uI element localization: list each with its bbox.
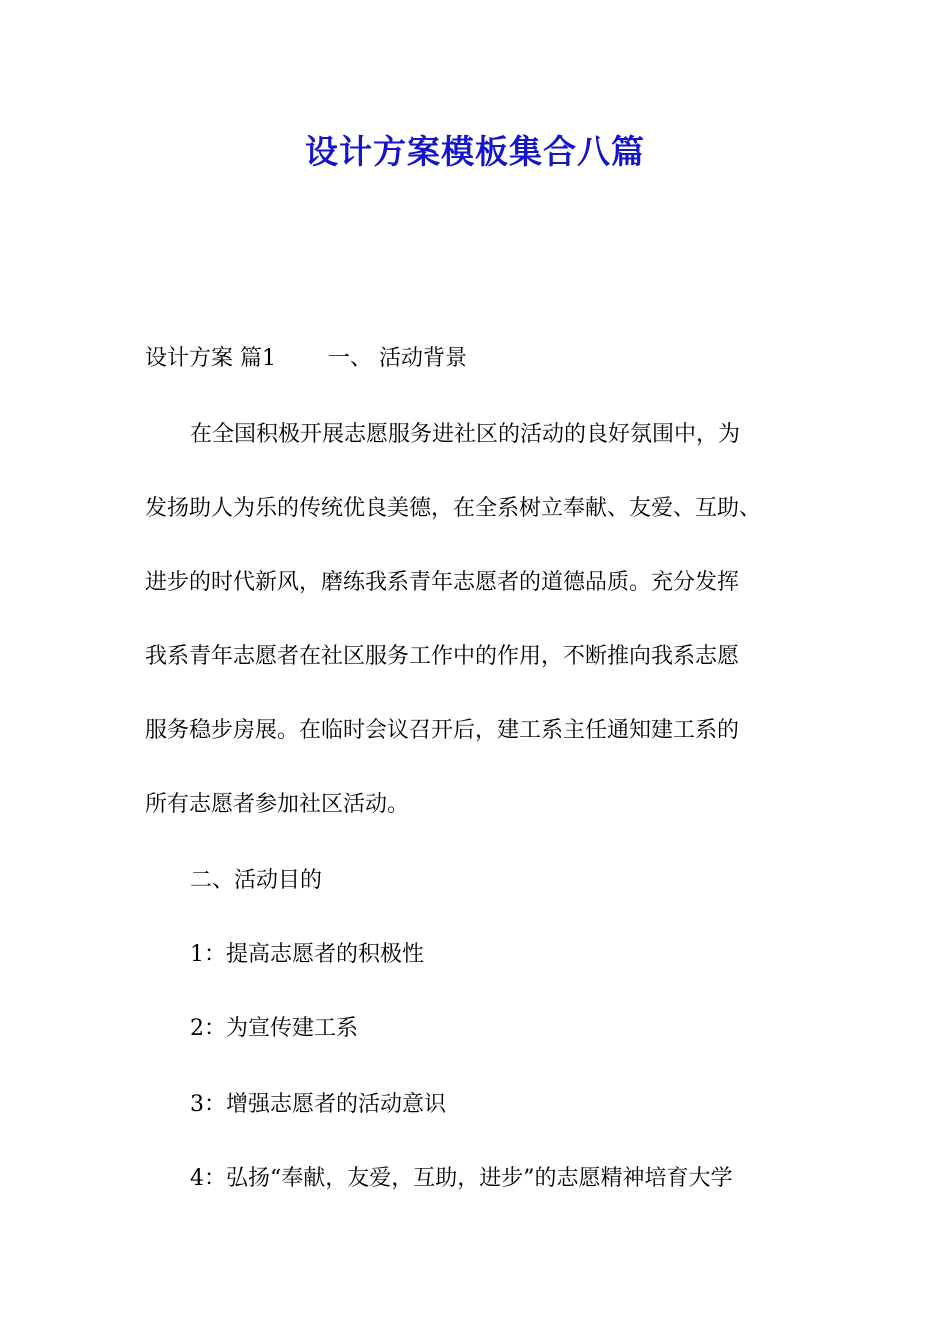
paragraph-line: 我系青年志愿者在社区服务工作中的作用，不断推向我系志愿 <box>145 644 740 669</box>
goal-item: 1：提高志愿者的积极性 <box>190 942 424 967</box>
section-heading-line <box>145 344 467 374</box>
paragraph-line: 在全国积极开展志愿服务进社区的活动的良好氛围中，为 <box>190 422 741 447</box>
goal-item: 3：增强志愿者的活动意识 <box>190 1092 446 1117</box>
document-title: 设计方案模板集合八篇 <box>305 132 645 171</box>
goal-item: 2：为宣传建工系 <box>190 1016 358 1041</box>
paragraph-line: 发扬助人为乐的传统优良美德，在全系树立奉献、友爱、互助、 <box>145 496 762 521</box>
section-heading: 一、 活动背景 <box>328 346 467 371</box>
part-label: 设计方案 篇1 <box>145 346 276 371</box>
goals-heading: 二、活动目的 <box>190 868 323 893</box>
goal-item: 4：弘扬“奉献，友爱，互助，进步”的志愿精神培育大学 <box>190 1166 733 1191</box>
paragraph-line: 所有志愿者参加社区活动。 <box>145 792 410 817</box>
paragraph-line: 进步的时代新风，磨练我系青年志愿者的道德品质。充分发挥 <box>145 570 740 595</box>
paragraph-line: 服务稳步房展。在临时会议召开后，建工系主任通知建工系的 <box>145 718 740 743</box>
